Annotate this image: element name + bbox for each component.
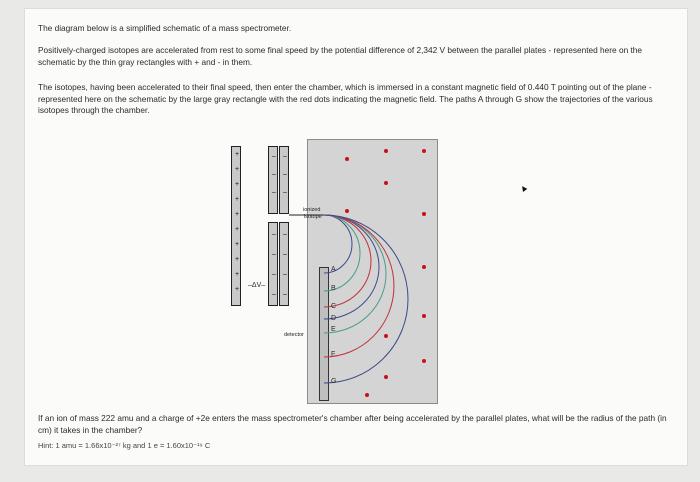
- minus-sign: –: [272, 291, 276, 298]
- plus-sign: +: [234, 151, 240, 158]
- path-letter-b: B: [331, 285, 336, 292]
- plus-sign: +: [234, 181, 240, 188]
- mouse-pointer-icon: ▲: [516, 181, 530, 195]
- minus-sign: –: [272, 231, 276, 238]
- intro-text: The diagram below is a simplified schematic of a mass spectrometer.: [38, 23, 292, 33]
- plus-sign: +: [234, 166, 240, 173]
- path-letter-a: A: [331, 266, 336, 273]
- minus-sign: –: [283, 251, 287, 258]
- plus-sign: +: [234, 256, 240, 263]
- plus-sign: +: [234, 286, 240, 293]
- plus-sign: +: [234, 226, 240, 233]
- minus-sign: –: [272, 171, 276, 178]
- minus-sign: –: [283, 153, 287, 160]
- path-letter-c: C: [331, 303, 337, 310]
- plus-sign: +: [234, 211, 240, 218]
- minus-sign: –: [272, 153, 276, 160]
- minus-sign: –: [283, 231, 287, 238]
- delta-v-label: –ΔV–: [248, 282, 266, 289]
- acceleration-paragraph: Positively-charged isotopes are accelerated from rest to some final speed by the potential difference of 2,342 V between the parallel plates - represented here on the schematic by the thin gray rectangles with + and - in them.: [38, 45, 643, 67]
- minus-sign: –: [272, 271, 276, 278]
- detector-label: detector: [284, 332, 304, 338]
- ionized-label: ionized: [303, 207, 321, 213]
- path-a: [324, 215, 352, 273]
- path-letter-g: G: [331, 378, 337, 385]
- minus-sign: –: [283, 291, 287, 298]
- path-letter-d: D: [331, 315, 337, 322]
- trajectory-paths: [25, 9, 700, 482]
- hint-text: Hint: 1 amu = 1.66x10⁻²⁷ kg and 1 e = 1.60x10⁻¹⁹ C: [38, 441, 211, 450]
- minus-sign: –: [283, 171, 287, 178]
- isotope-label: isotope: [304, 214, 322, 220]
- path-letter-f: F: [331, 351, 336, 358]
- plus-sign: +: [234, 271, 240, 278]
- minus-sign: –: [272, 189, 276, 196]
- question-text: If an ion of mass 222 amu and a charge of +2e enters the mass spectrometer's chamber after being accelerated by the parallel plates, what will be the radius of the path (in cm) it takes in the chamber?: [38, 413, 667, 435]
- minus-sign: –: [272, 251, 276, 258]
- plus-sign: +: [234, 241, 240, 248]
- question-card: [24, 8, 688, 466]
- minus-sign: –: [283, 189, 287, 196]
- chamber-paragraph: The isotopes, having been accelerated to their final speed, then enter the chamber, which is immersed in a constant magnetic field of 0.440 T pointing out of the plane - represented here on the schematic by the large gray rectangle with the red dots indicating the magnetic field. The paths A through G show the trajectories of the various isotopes through the chamber.: [38, 82, 653, 115]
- path-letter-e: E: [331, 326, 336, 333]
- plus-sign: +: [234, 196, 240, 203]
- minus-sign: –: [283, 271, 287, 278]
